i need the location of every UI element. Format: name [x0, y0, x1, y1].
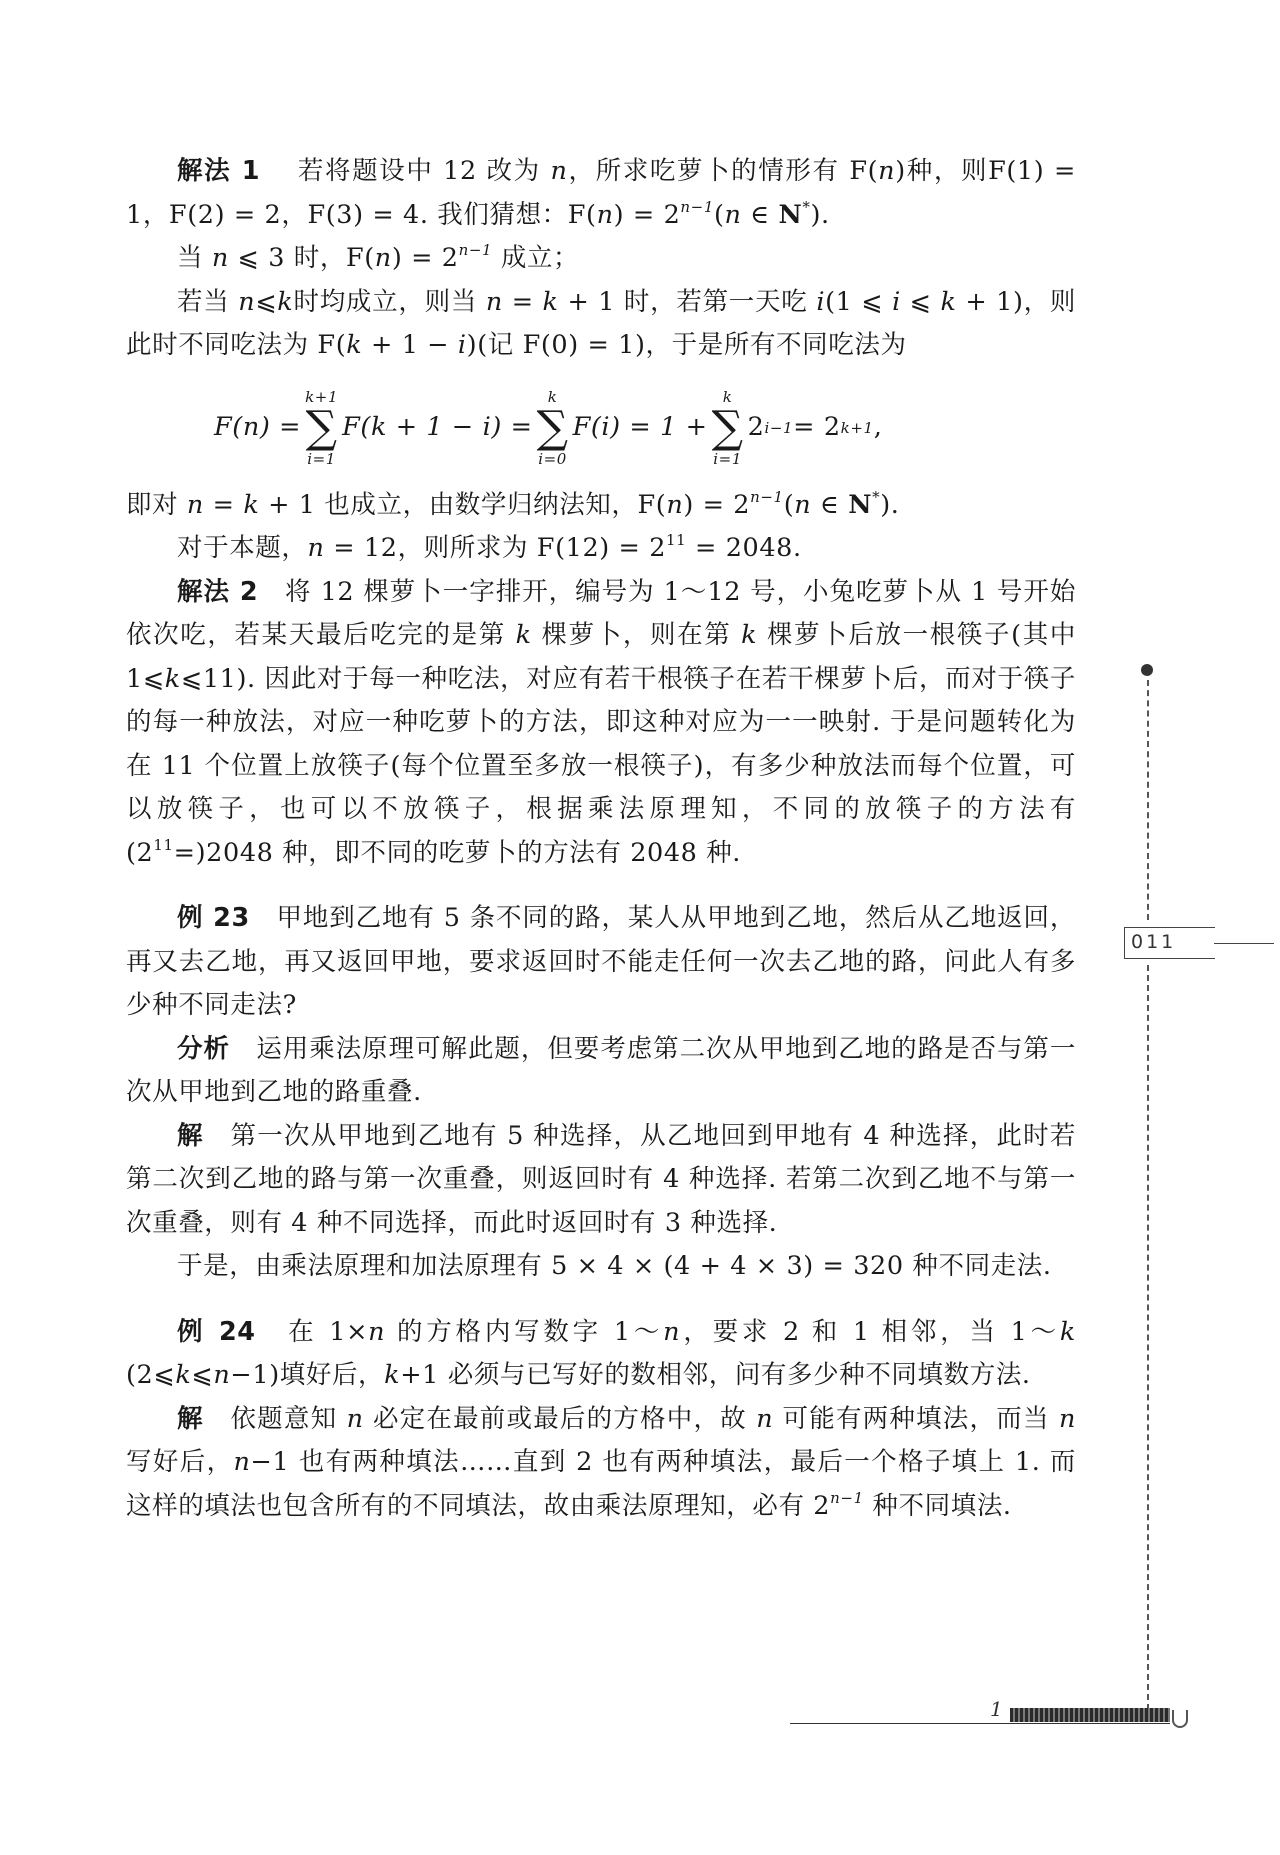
margin-dashed-line-top	[1147, 680, 1149, 920]
margin-dot	[1141, 664, 1153, 676]
sum-symbol-1: k+1 ∑ i=1	[305, 387, 339, 468]
answer-1: 对于本题，n = 12，则所求为 $F(12) = 2^{11} = 2048$.	[177, 531, 802, 563]
footer-rule	[790, 1723, 1170, 1724]
solution-23-conclusion: 于是，由乘法原理和加法原理有 5 × 4 × (4 + 4 × 3) = 320 种不同走法.	[177, 1251, 1052, 1281]
footer-number: 1	[990, 1697, 1003, 1721]
footer-hook-icon	[1172, 1710, 1188, 1728]
solution-1-label: 解法 1	[177, 156, 261, 186]
solution-24-label: 解	[177, 1403, 204, 1434]
main-text	[126, 150, 1076, 1528]
solution-23-label: 解	[177, 1120, 204, 1151]
solution-23: 解 第一次从甲地到乙地有 5 种选择，从乙地回到甲地有 4 种选择，此时若第二次到乙地的路与第一次重叠，则返回时有 4 种选择. 若第二次到乙地不与第一次重叠，则有 4 种不同选择，而此时返回时有 3 种选择.	[126, 1120, 1076, 1238]
solution-1-paragraph: 解法 1 若将题设中 12 改为 n，所求吃萝卜的情形有 F(n)种，则F(1) = 1，F(2) = 2，F(3) = 4. 我们猜想：$F(n) = 2^{n-1}(n$ ∈ N*).	[126, 156, 1076, 230]
base-case: 当 n ⩽ 3 时，$F(n) = 2^{n-1}$ 成立；	[177, 241, 580, 273]
analysis-label: 分析	[177, 1033, 230, 1064]
solution-2-paragraph: 解法 2 将 12 棵萝卜一字排开，编号为 1～12 号，小兔吃萝卜从 1 号开始依次吃，若某天最后吃完的是第 k 棵萝卜，则在第 k 棵萝卜后放一根筷子(其中 1⩽k⩽11). 因此对于每一种吃法，对应有若干根筷子在若干棵萝卜后，而对于筷子的每一种放法，对应一种吃萝卜的方法，即这种对应为一一映射. 于是问题转化为在 11 个位置上放筷子(每个位置至多放一根筷子)，有多少种放法而每个位置，可以放筷子，也可以不放筷子，根据乘法原理知，不同的放筷子的方法有$(2^{11}=)2048$ 种，即不同的吃萝卜的方法有 2048 种.	[126, 576, 1076, 868]
summation-formula: F(n) = k+1 ∑ i=1 F(k + 1 − i) = k ∑ i=0 F(i) = 1 + k ∑ i=1 2 i−1 = 2 k+1 ,	[214, 387, 883, 468]
page-number-rule	[1214, 943, 1274, 944]
sum-symbol-3: k ∑ i=1	[711, 387, 744, 468]
induction-conclusion: 即对 n = k + 1 也成立，由数学归纳法知，$F(n) = 2^{n-1}(n$ ∈ N*).	[126, 487, 900, 520]
example-23: 例 23 甲地到乙地有 5 条不同的路，某人从甲地到乙地，然后从乙地返回，再又去乙地，再又返回甲地，要求返回时不能走任何一次去乙地的路，问此人有多少种不同走法?	[126, 903, 1077, 1020]
inductive-step: 若当 n⩽k时均成立，则当 n = k + 1 时，若第一天吃 i(1 ⩽ i ⩽ k + 1)，则此时不同吃法为 F(k + 1 − i)(记 F(0) = 1)，于是所有不同吃法为	[126, 286, 1076, 360]
footer-bar	[1010, 1708, 1170, 1722]
page-number: 011	[1131, 931, 1177, 953]
example-24-label: 例 24	[177, 1316, 256, 1347]
solution-24: 解 依题意知 n 必定在最前或最后的方格中，故 n 可能有两种填法，而当 n 写好后，n−1 也有两种填法……直到 2 也有两种填法，最后一个格子填上 1. 而这样的填法也包含所有的不同填法，故由乘法原理知，必有 $2^{n-1}$ 种不同填法.	[126, 1403, 1076, 1521]
example-24: 例 24 在 1×n 的方格内写数字 1～n，要求 2 和 1 相邻，当 1～k (2⩽k⩽n−1)填好后，k+1 必须与已写好的数相邻，问有多少种不同填数方法.	[126, 1316, 1076, 1390]
solution-2-label: 解法 2	[177, 576, 259, 607]
analysis-paragraph: 分析 运用乘法原理可解此题，但要考虑第二次从甲地到乙地的路是否与第一次从甲地到乙地的路重叠.	[126, 1033, 1076, 1107]
margin-dashed-line-bottom	[1147, 965, 1149, 1710]
sum-symbol-2: k ∑ i=0	[536, 387, 569, 468]
example-23-label: 例 23	[177, 903, 250, 933]
